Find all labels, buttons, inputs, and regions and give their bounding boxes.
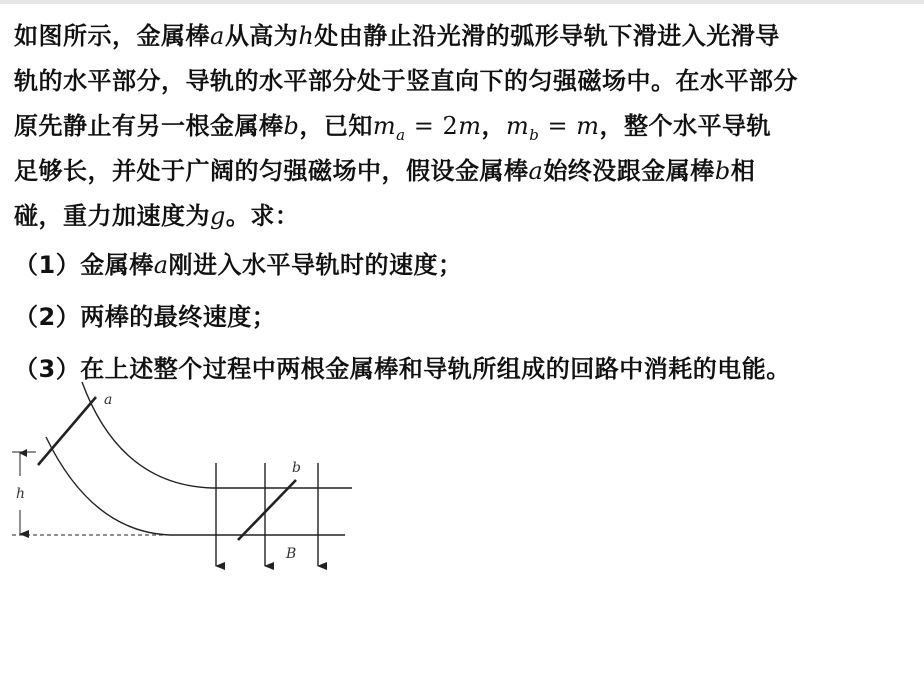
var-a: a (528, 157, 544, 185)
mass-a-equation (372, 112, 482, 144)
text-segment: 始终没跟金属棒 (543, 157, 715, 185)
var-a: a (153, 251, 169, 279)
lower-curved-rail (46, 437, 170, 535)
top-border (0, 0, 924, 4)
question-1 (14, 239, 914, 291)
m-symbol: m (458, 112, 482, 140)
problem-line-5 (14, 194, 914, 239)
var-g: g (210, 202, 226, 230)
text-segment: （1）金属棒 (14, 251, 154, 279)
rail-diagram (0, 380, 370, 580)
text-segment: ， (481, 112, 506, 140)
text-segment: ，已知 (299, 112, 373, 140)
rod-a (38, 397, 96, 465)
var-b: b (283, 112, 300, 140)
text-segment: 原先静止有另一根金属棒 (14, 112, 284, 140)
m-symbol: m (372, 112, 397, 140)
problem-line-1 (14, 14, 914, 59)
m-symbol: m (576, 112, 600, 140)
equals-two: = 2 (405, 112, 459, 140)
label-b: b (292, 460, 301, 476)
var-h: h (298, 22, 315, 50)
text-segment: 轨的水平部分，导轨的水平部分处于竖直向下的匀强磁场中。在水平部分 (14, 67, 798, 95)
problem-text (14, 14, 914, 395)
text-segment: ，整个水平导轨 (599, 112, 772, 140)
text-segment: 。求： (225, 202, 300, 230)
problem-line-2 (14, 59, 914, 104)
text-segment: （3）在上述整个过程中两根金属棒和导轨所组成的回路中消耗的电能。 (14, 355, 791, 383)
rail-diagram-svg (0, 380, 370, 580)
text-segment: 处由静止沿光滑的弧形导轨下滑进入光滑导 (314, 22, 780, 50)
mass-b-equation (506, 112, 600, 144)
text-segment: 刚进入水平导轨时的速度； (168, 251, 463, 279)
text-segment: （2）两棒的最终速度； (14, 303, 277, 331)
subscript-a: a (396, 125, 406, 144)
question-2 (14, 291, 914, 343)
var-a: a (210, 22, 225, 50)
label-B: B (286, 546, 297, 562)
problem-line-3 (14, 104, 914, 149)
problem-line-4 (14, 149, 914, 194)
rod-b (238, 480, 296, 540)
subscript-b: b (529, 125, 540, 144)
text-segment: 相 (730, 157, 756, 185)
var-b: b (714, 157, 731, 185)
text-segment: 如图所示，金属棒 (14, 22, 210, 50)
equals: = (539, 112, 577, 140)
text-segment: 碰，重力加速度为 (14, 202, 210, 230)
text-segment: 从高为 (224, 22, 299, 50)
text-segment: 足够长，并处于广阔的匀强磁场中，假设金属棒 (14, 157, 529, 185)
label-h: h (16, 486, 26, 502)
m-symbol: m (506, 112, 530, 140)
label-a: a (104, 392, 113, 408)
upper-curved-rail (82, 382, 212, 488)
